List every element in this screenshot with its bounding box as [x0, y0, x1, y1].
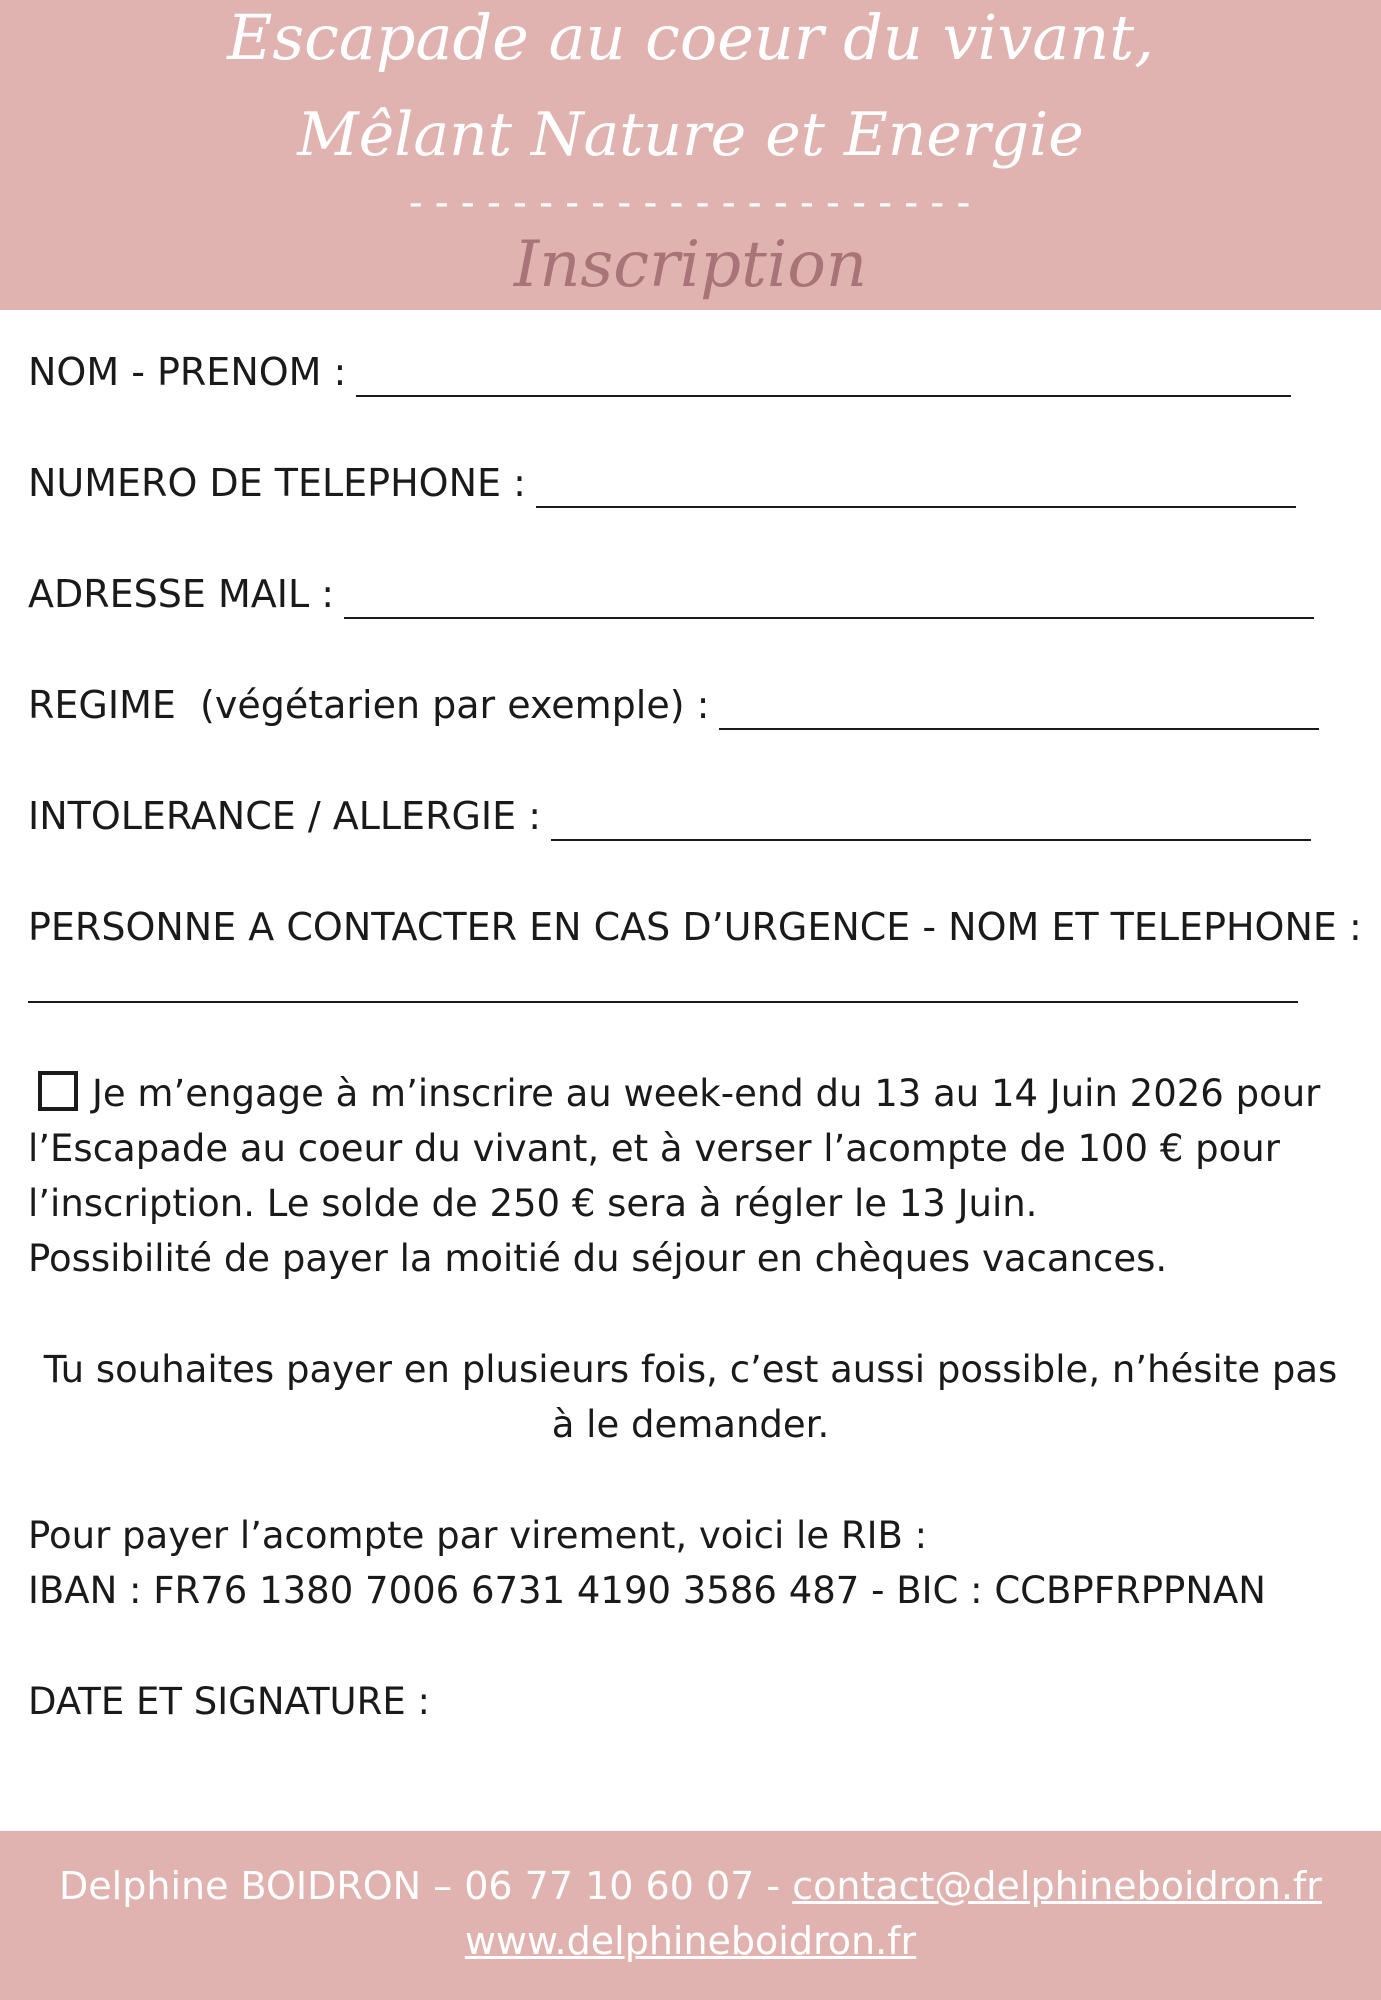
field-label: REGIME (végétarien par exemple) :: [28, 683, 710, 727]
field-telephone: [28, 458, 1296, 508]
header-banner: [0, 0, 1381, 310]
payment-note-line-2: à le demander.: [551, 1403, 830, 1446]
rib-line-2: IBAN : FR76 1380 7006 6731 4190 3586 487 - BIC : CCBPFRPPNAN: [28, 1569, 1266, 1612]
title-divider: ----------------------: [403, 180, 978, 226]
engagement-line-2: l’Escapade au coeur du vivant, et à verser l’acompte de 100 € pour: [28, 1127, 1280, 1170]
nom-prenom-input[interactable]: [356, 359, 1291, 397]
field-intolerance: [28, 791, 1311, 841]
field-label: NUMERO DE TELEPHONE :: [28, 461, 526, 505]
mail-input[interactable]: [344, 581, 1314, 619]
telephone-input[interactable]: [536, 470, 1296, 508]
engagement-line-4: Possibilité de payer la moitié du séjour en chèques vacances.: [28, 1237, 1168, 1280]
title-line-2: Mêlant Nature et Energie: [297, 100, 1084, 170]
field-mail: [28, 569, 1314, 619]
field-label: NOM - PRENOM :: [28, 350, 347, 394]
footer-contact-line: [0, 1859, 1381, 1913]
field-urgence: [28, 902, 1362, 952]
footer-website-link[interactable]: www.delphineboidron.fr: [464, 1919, 917, 1963]
field-label: ADRESSE MAIL :: [28, 572, 335, 616]
footer-email-link[interactable]: contact@delphineboidron.fr: [792, 1864, 1322, 1908]
title-line-1: Escapade au coeur du vivant,: [227, 1, 1154, 74]
footer-website-line: [0, 1914, 1381, 1968]
field-regime: [28, 680, 1319, 730]
engagement-line-3: l’inscription. Le solde de 250 € sera à régler le 13 Juin.: [28, 1182, 1038, 1225]
engagement-checkbox[interactable]: [38, 1071, 78, 1111]
footer-banner: [0, 1831, 1381, 2000]
rib-line-1: Pour payer l’acompte par virement, voici le RIB :: [28, 1514, 928, 1557]
payment-note-line-1: Tu souhaites payer en plusieurs fois, c’est aussi possible, n’hésite pas: [43, 1348, 1338, 1391]
intolerance-input[interactable]: [551, 803, 1311, 841]
urgence-input[interactable]: [28, 1001, 1298, 1003]
footer-contact-text: Delphine BOIDRON – 06 77 10 60 07 -: [59, 1864, 793, 1908]
field-nom-prenom: [28, 347, 1291, 397]
engagement-text-1: Je m’engage à m’inscrire au week-end du 13 au 14 Juin 2026 pour: [92, 1072, 1321, 1115]
signature-label: DATE ET SIGNATURE :: [28, 1680, 430, 1723]
regime-input[interactable]: [719, 692, 1319, 730]
field-label: INTOLERANCE / ALLERGIE :: [28, 794, 542, 838]
field-label: PERSONNE A CONTACTER EN CAS D’URGENCE - NOM ET TELEPHONE :: [28, 905, 1362, 949]
page-subtitle: Inscription: [513, 228, 868, 302]
engagement-line-1: [28, 1066, 1320, 1121]
